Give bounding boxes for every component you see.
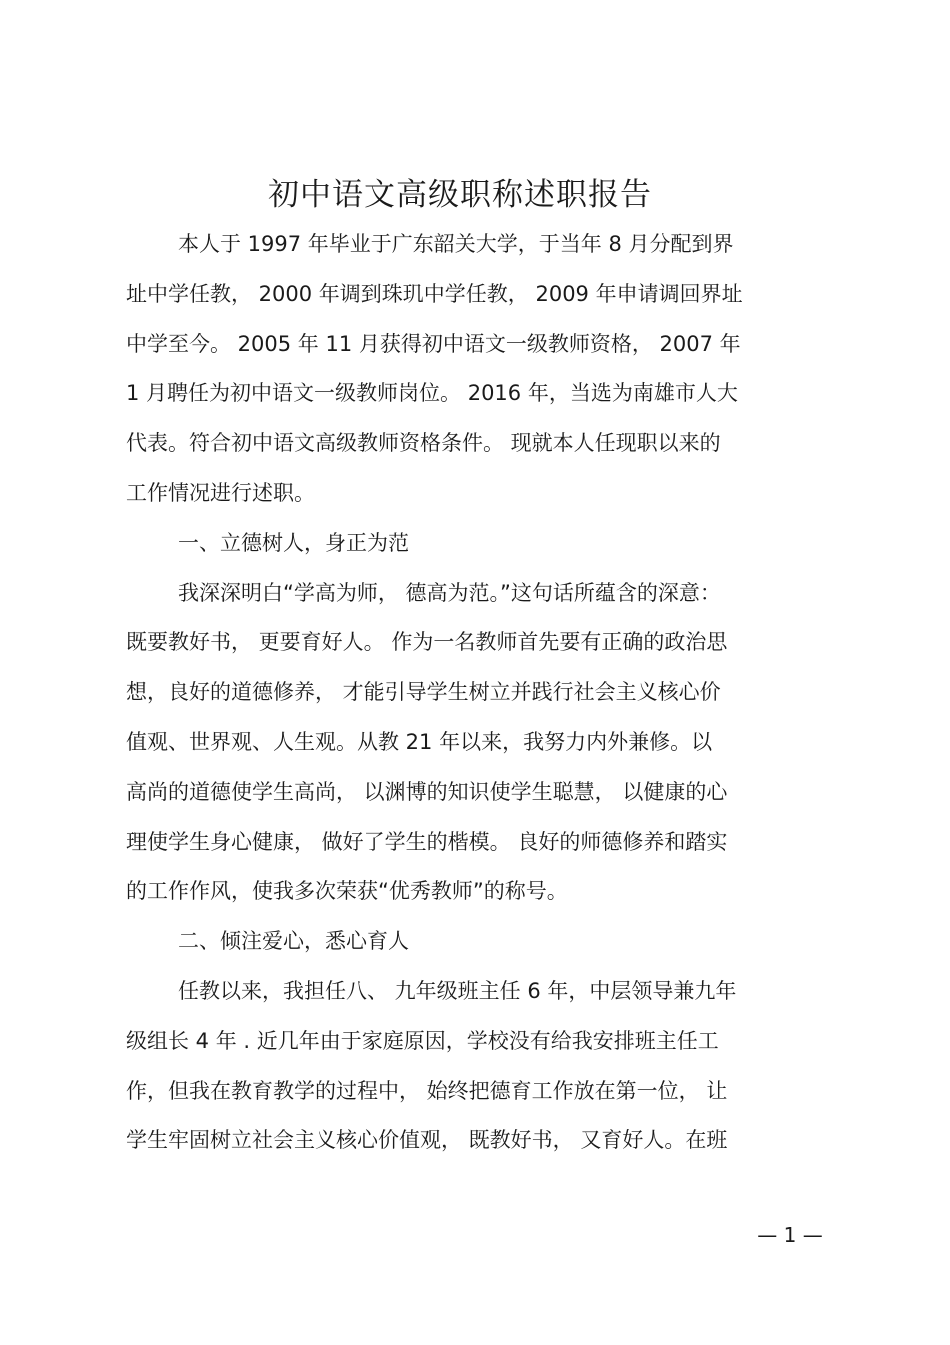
page-number: — 1 — bbox=[757, 1223, 823, 1247]
paragraph-line: 作，但我在教育教学的过程中， 始终把德育工作放在第一位， 让 bbox=[126, 1078, 728, 1103]
paragraph-line: 1 月聘任为初中语文一级教师岗位。 2016 年，当选为南雄市人大 bbox=[126, 381, 738, 406]
paragraph-line: 工作情况进行述职。 bbox=[126, 480, 315, 505]
document-title: 初中语文高级职称述职报告 bbox=[268, 177, 652, 213]
paragraph-line: 值观、世界观、人生观。从教 21 年以来，我努力内外兼修。以 bbox=[126, 729, 713, 754]
document-body bbox=[126, 220, 832, 1166]
section-heading: 二、倾注爱心，悉心育人 bbox=[178, 929, 409, 954]
paragraph-line: 级组长 4 年 . 近几年由于家庭原因，学校没有给我安排班主任工 bbox=[126, 1028, 719, 1053]
paragraph-line: 中学至今。 2005 年 11 月获得初中语文一级教师资格， 2007 年 bbox=[126, 331, 741, 356]
paragraph-line: 址中学任教， 2000 年调到珠玑中学任教， 2009 年申请调回界址 bbox=[126, 281, 743, 306]
paragraph-line: 任教以来，我担任八、 九年级班主任 6 年，中层领导兼九年 bbox=[178, 978, 737, 1003]
paragraph-line: 本人于 1997 年毕业于广东韶关大学，于当年 8 月分配到界 bbox=[178, 232, 734, 256]
section-heading: 一、立德树人，身正为范 bbox=[178, 530, 409, 555]
paragraph-line: 想，良好的道德修养， 才能引导学生树立并践行社会主义核心价 bbox=[126, 680, 721, 705]
paragraph-line: 的工作作风，使我多次荣获“优秀教师”的称号。 bbox=[126, 879, 568, 904]
paragraph-line: 学生牢固树立社会主义核心价值观， 既教好书， 又育好人。在班 bbox=[126, 1128, 728, 1153]
paragraph-line: 高尚的道德使学生高尚， 以渊博的知识使学生聪慧， 以健康的心 bbox=[126, 779, 728, 804]
paragraph-line: 我深深明白“学高为师， 德高为范。”这句话所蕴含的深意： bbox=[178, 580, 721, 605]
paragraph-line: 既要教好书， 更要育好人。 作为一名教师首先要有正确的政治思 bbox=[126, 630, 728, 655]
paragraph-line: 代表。符合初中语文高级教师资格条件。 现就本人任现职以来的 bbox=[126, 431, 721, 456]
paragraph-line: 理使学生身心健康， 做好了学生的楷模。 良好的师德修养和踏实 bbox=[126, 829, 728, 854]
